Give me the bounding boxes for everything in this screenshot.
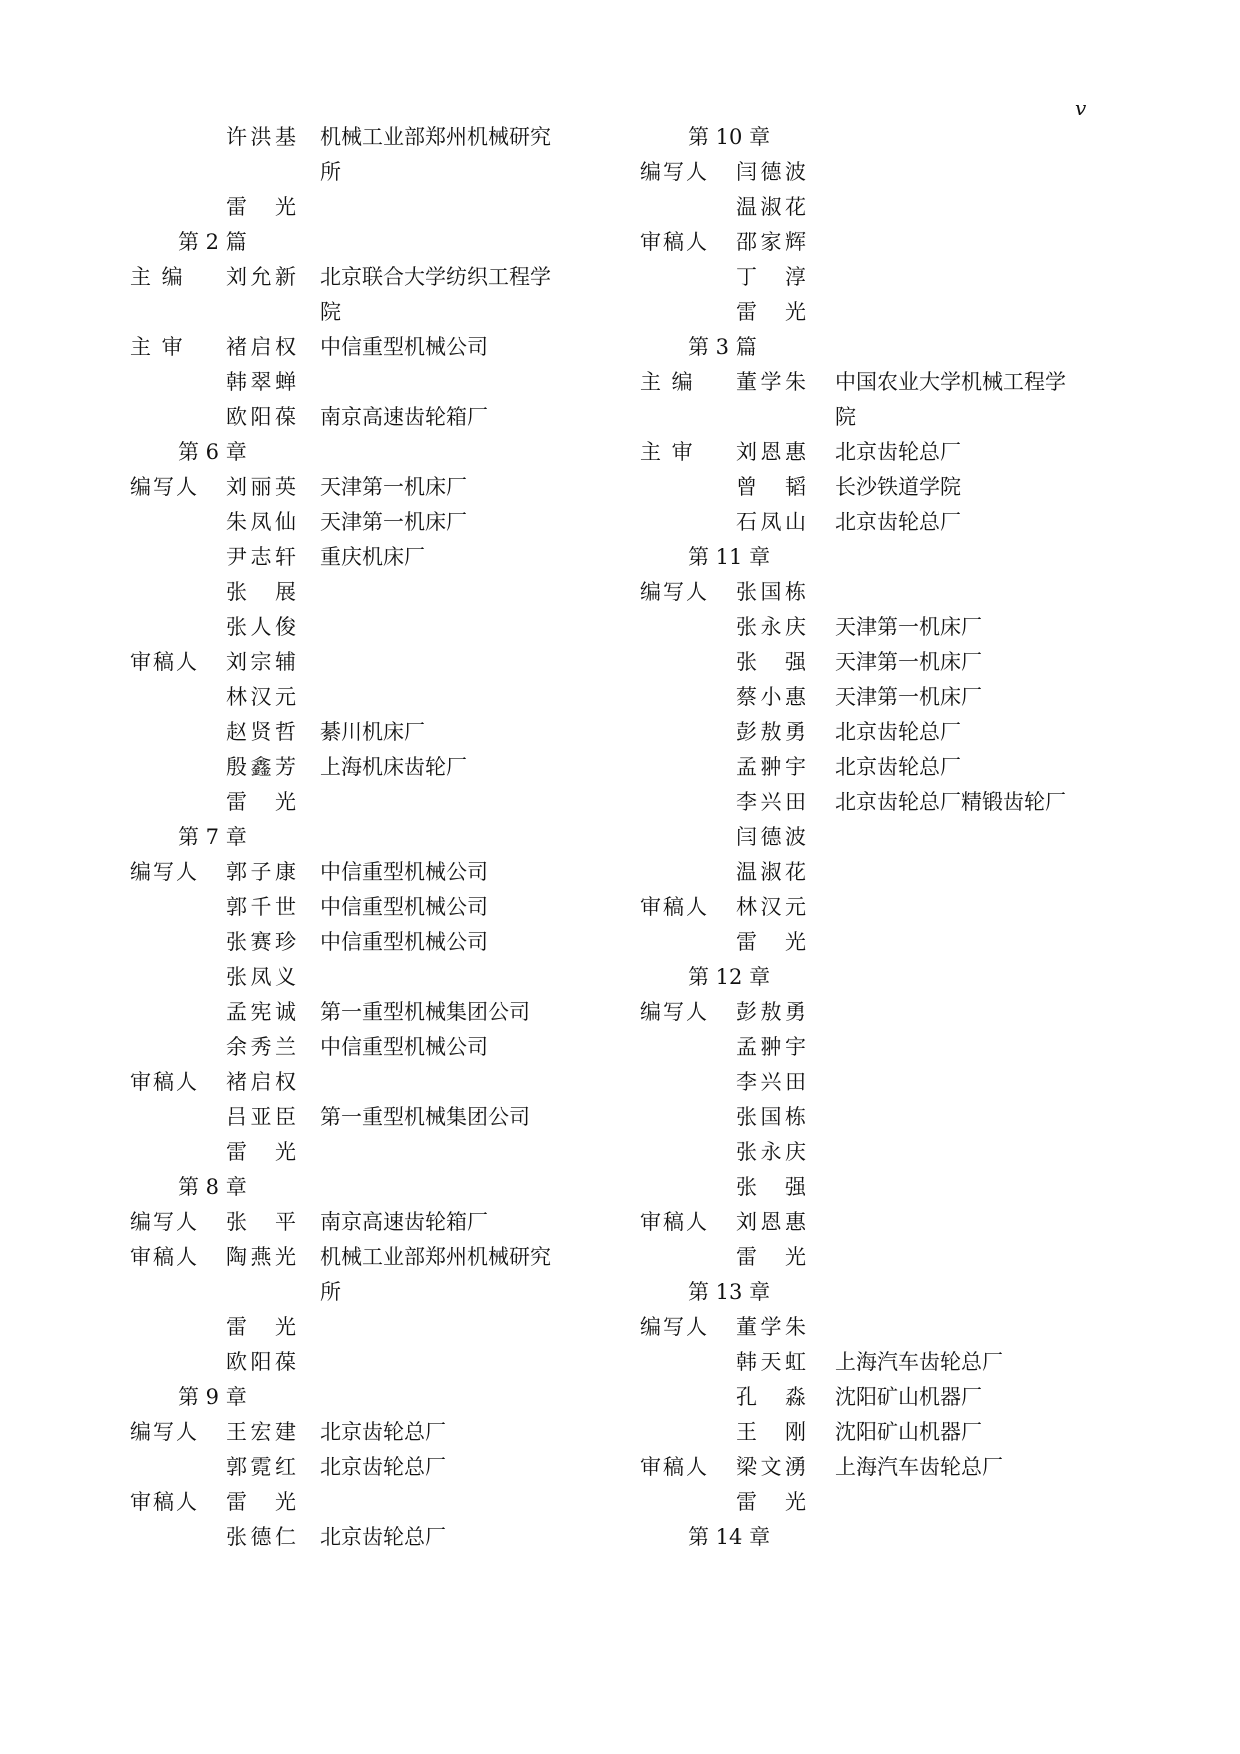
organization: 天津第一机床厂 (320, 475, 467, 499)
section-title: 第 2 篇 (178, 230, 247, 254)
contributor-name: 孟翀宇 (736, 755, 806, 779)
organization: 所 (320, 160, 341, 184)
section-title: 第 12 章 (688, 965, 771, 989)
contributor-name: 温淑花 (736, 195, 806, 219)
contributor-name: 刘丽英 (226, 475, 296, 499)
section-title: 第 6 章 (178, 440, 247, 464)
contributor-entry (130, 330, 600, 365)
contributor-name: 蔡小惠 (736, 685, 806, 709)
contributor-name: 雷 光 (226, 1490, 296, 1514)
organization: 中信重型机械公司 (320, 930, 488, 954)
contributor-name: 李兴田 (736, 790, 806, 814)
contributor-entry (640, 1100, 1120, 1135)
section-title: 第 13 章 (688, 1280, 771, 1304)
contributor-entry (640, 1030, 1120, 1065)
contributor-name: 刘允新 (226, 265, 296, 289)
contributor-entry (130, 855, 600, 890)
contributor-name: 张凤义 (226, 965, 296, 989)
contributor-entry (640, 890, 1120, 925)
section-heading (130, 225, 600, 260)
contributor-name: 韩天虹 (736, 1350, 806, 1374)
contributor-name: 张人俊 (226, 615, 296, 639)
contributor-entry (130, 190, 600, 225)
section-heading (130, 1170, 600, 1205)
contributor-name: 韩翠蝉 (226, 370, 296, 394)
contributor-name: 尹志轩 (226, 545, 296, 569)
section-title: 第 11 章 (688, 545, 771, 569)
contributor-name: 刘宗辅 (226, 650, 296, 674)
section-heading (640, 1520, 1120, 1555)
contributor-entry (640, 505, 1120, 540)
org-continuation (130, 155, 600, 190)
section-heading (640, 540, 1120, 575)
contributor-entry (640, 715, 1120, 750)
contributor-name: 雷 光 (226, 195, 296, 219)
contributor-role: 审稿人 (640, 895, 709, 919)
contributor-role: 主 审 (130, 335, 185, 359)
contributor-name: 王 刚 (736, 1420, 806, 1444)
contributor-entry (130, 995, 600, 1030)
contributor-entry (130, 540, 600, 575)
contributor-name: 孔 淼 (736, 1385, 806, 1409)
contributor-entry (130, 645, 600, 680)
organization: 天津第一机床厂 (320, 510, 467, 534)
contributor-entry (130, 1345, 600, 1380)
organization: 北京齿轮总厂 (320, 1525, 446, 1549)
contributor-entry (130, 925, 600, 960)
contributor-name: 温淑花 (736, 860, 806, 884)
contributor-name: 雷 光 (226, 790, 296, 814)
contributor-entry (640, 1345, 1120, 1380)
contributor-name: 彭敖勇 (736, 1000, 806, 1024)
contributor-name: 张永庆 (736, 615, 806, 639)
contributor-entry (130, 785, 600, 820)
contributor-entry (130, 1415, 600, 1450)
contributor-entry (130, 750, 600, 785)
contributor-entry (130, 1240, 600, 1275)
contributor-entry (130, 1310, 600, 1345)
contributor-role: 编写人 (130, 1420, 199, 1444)
organization: 中信重型机械公司 (320, 895, 488, 919)
contributor-name: 董学朱 (736, 1315, 806, 1339)
contributor-entry (640, 1205, 1120, 1240)
contributor-name: 殷鑫芳 (226, 755, 296, 779)
organization: 上海汽车齿轮总厂 (835, 1350, 1003, 1374)
section-heading (640, 120, 1120, 155)
contributor-name: 许洪基 (226, 125, 296, 149)
contributor-name: 梁文湧 (736, 1455, 806, 1479)
contributor-name: 彭敖勇 (736, 720, 806, 744)
contributor-name: 张 平 (226, 1210, 296, 1234)
contributor-role: 审稿人 (640, 1210, 709, 1234)
section-title: 第 7 章 (178, 825, 247, 849)
organization: 南京高速齿轮箱厂 (320, 1210, 488, 1234)
organization: 第一重型机械集团公司 (320, 1000, 530, 1024)
organization: 院 (835, 405, 856, 429)
organization: 南京高速齿轮箱厂 (320, 405, 488, 429)
contributor-name: 郭子康 (226, 860, 296, 884)
contributor-entry (640, 1380, 1120, 1415)
section-heading (640, 960, 1120, 995)
organization: 天津第一机床厂 (835, 685, 982, 709)
contributor-role: 主 编 (130, 265, 185, 289)
organization: 北京齿轮总厂 (835, 510, 961, 534)
contributor-name: 曾 韬 (736, 475, 806, 499)
organization: 中国农业大学机械工程学 (835, 370, 1066, 394)
contributor-name: 董学朱 (736, 370, 806, 394)
contributor-entry (640, 1415, 1120, 1450)
organization: 天津第一机床厂 (835, 650, 982, 674)
organization: 所 (320, 1280, 341, 1304)
organization: 北京齿轮总厂 (835, 720, 961, 744)
organization: 第一重型机械集团公司 (320, 1105, 530, 1129)
contributor-entry (640, 225, 1120, 260)
contributor-name: 闫德波 (736, 825, 806, 849)
contributor-entry (640, 855, 1120, 890)
contributor-entry (640, 610, 1120, 645)
contributor-entry (640, 365, 1120, 400)
contributor-entry (640, 1450, 1120, 1485)
contributor-entry (640, 645, 1120, 680)
contributor-entry (130, 1030, 600, 1065)
contributor-entry (130, 505, 600, 540)
contributor-name: 褚启权 (226, 335, 296, 359)
section-title: 第 3 篇 (688, 335, 757, 359)
contributor-name: 王宏建 (226, 1420, 296, 1444)
contributor-entry (640, 1240, 1120, 1275)
organization: 北京联合大学纺织工程学 (320, 265, 551, 289)
section-title: 第 8 章 (178, 1175, 247, 1199)
contributor-name: 孟翀宇 (736, 1035, 806, 1059)
contributor-role: 审稿人 (640, 230, 709, 254)
contributor-name: 雷 光 (226, 1140, 296, 1164)
contributor-entry (130, 575, 600, 610)
contributor-entry (130, 680, 600, 715)
contributor-role: 审稿人 (130, 1070, 199, 1094)
contributor-entry (130, 1520, 600, 1555)
contributor-name: 欧阳葆 (226, 405, 296, 429)
contributor-role: 审稿人 (130, 650, 199, 674)
contributor-entry (130, 400, 600, 435)
organization: 长沙铁道学院 (835, 475, 961, 499)
contributor-name: 林汉元 (226, 685, 296, 709)
contributor-entry (640, 470, 1120, 505)
contributor-role: 编写人 (640, 580, 709, 604)
contributor-role: 主 编 (640, 370, 695, 394)
contributor-role: 审稿人 (640, 1455, 709, 1479)
contributor-entry (640, 1065, 1120, 1100)
contributor-name: 张 强 (736, 650, 806, 674)
organization: 綦川机床厂 (320, 720, 425, 744)
contributor-entry (130, 715, 600, 750)
contributor-name: 雷 光 (736, 300, 806, 324)
contributor-name: 张国栋 (736, 580, 806, 604)
organization: 北京齿轮总厂 (835, 755, 961, 779)
contributor-name: 孟宪诚 (226, 1000, 296, 1024)
contributor-entry (130, 1100, 600, 1135)
contributor-entry (640, 1170, 1120, 1205)
contributor-entry (640, 680, 1120, 715)
section-heading (640, 1275, 1120, 1310)
contributor-name: 郭霓红 (226, 1455, 296, 1479)
contributor-entry (640, 995, 1120, 1030)
contributor-entry (640, 785, 1120, 820)
contributor-entry (130, 890, 600, 925)
contributor-role: 编写人 (640, 160, 709, 184)
contributor-entry (130, 1135, 600, 1170)
organization: 机械工业部郑州机械研究 (320, 125, 551, 149)
org-continuation (640, 400, 1120, 435)
organization: 机械工业部郑州机械研究 (320, 1245, 551, 1269)
contributor-name: 欧阳葆 (226, 1350, 296, 1374)
organization: 天津第一机床厂 (835, 615, 982, 639)
contributor-name: 闫德波 (736, 160, 806, 184)
contributor-name: 石凤山 (736, 510, 806, 534)
section-title: 第 10 章 (688, 125, 771, 149)
contributor-role: 审稿人 (130, 1490, 199, 1514)
contributor-name: 张 展 (226, 580, 296, 604)
organization: 北京齿轮总厂 (835, 440, 961, 464)
organization: 院 (320, 300, 341, 324)
contributor-entry (130, 960, 600, 995)
section-title: 第 14 章 (688, 1525, 771, 1549)
organization: 重庆机床厂 (320, 545, 425, 569)
organization: 沈阳矿山机器厂 (835, 1420, 982, 1444)
organization: 中信重型机械公司 (320, 860, 488, 884)
section-title: 第 9 章 (178, 1385, 247, 1409)
organization: 上海机床齿轮厂 (320, 755, 467, 779)
contributor-name: 吕亚臣 (226, 1105, 296, 1129)
contributor-role: 编写人 (130, 1210, 199, 1234)
contributor-entry (130, 1450, 600, 1485)
contributor-entry (130, 365, 600, 400)
section-heading (130, 1380, 600, 1415)
organization: 中信重型机械公司 (320, 1035, 488, 1059)
contributor-entry (640, 260, 1120, 295)
right-column (640, 120, 1120, 1555)
organization: 北京齿轮总厂精锻齿轮厂 (835, 790, 1066, 814)
contributor-role: 审稿人 (130, 1245, 199, 1269)
org-continuation (130, 1275, 600, 1310)
organization: 上海汽车齿轮总厂 (835, 1455, 1003, 1479)
contributor-entry (640, 1485, 1120, 1520)
contributor-entry (640, 1135, 1120, 1170)
contributor-entry (130, 120, 600, 155)
contributor-entry (640, 190, 1120, 225)
contributor-name: 刘恩惠 (736, 440, 806, 464)
contributor-name: 雷 光 (736, 930, 806, 954)
contributor-role: 编写人 (130, 475, 199, 499)
contributor-name: 张国栋 (736, 1105, 806, 1129)
contributor-entry (640, 750, 1120, 785)
contributor-entry (130, 470, 600, 505)
contributor-entry (640, 820, 1120, 855)
organization: 北京齿轮总厂 (320, 1420, 446, 1444)
contributor-role: 主 审 (640, 440, 695, 464)
contributor-entry (130, 260, 600, 295)
contributor-name: 刘恩惠 (736, 1210, 806, 1234)
section-heading (130, 435, 600, 470)
contributor-entry (640, 575, 1120, 610)
contributor-entry (130, 1205, 600, 1240)
contributor-name: 张德仁 (226, 1525, 296, 1549)
contributor-name: 褚启权 (226, 1070, 296, 1094)
contributor-entry (130, 1065, 600, 1100)
contributor-entry (640, 155, 1120, 190)
contributor-name: 雷 光 (736, 1490, 806, 1514)
contributor-name: 郭千世 (226, 895, 296, 919)
contributor-entry (640, 435, 1120, 470)
contributor-name: 丁 淳 (736, 265, 806, 289)
contributor-entry (640, 295, 1120, 330)
section-heading (640, 330, 1120, 365)
contributor-entry (130, 610, 600, 645)
contributor-name: 邵家辉 (736, 230, 806, 254)
contributor-name: 雷 光 (736, 1245, 806, 1269)
contributor-name: 张赛珍 (226, 930, 296, 954)
organization: 北京齿轮总厂 (320, 1455, 446, 1479)
contributor-name: 张永庆 (736, 1140, 806, 1164)
contributor-role: 编写人 (640, 1000, 709, 1024)
organization: 中信重型机械公司 (320, 335, 488, 359)
contributor-name: 林汉元 (736, 895, 806, 919)
contributor-role: 编写人 (130, 860, 199, 884)
contributor-name: 雷 光 (226, 1315, 296, 1339)
contributor-name: 陶燕光 (226, 1245, 296, 1269)
org-continuation (130, 295, 600, 330)
contributor-entry (130, 1485, 600, 1520)
contributor-role: 编写人 (640, 1315, 709, 1339)
organization: 沈阳矿山机器厂 (835, 1385, 982, 1409)
page-number: v (1075, 96, 1087, 120)
section-heading (130, 820, 600, 855)
contributor-name: 朱凤仙 (226, 510, 296, 534)
contributor-name: 李兴田 (736, 1070, 806, 1094)
contributor-name: 余秀兰 (226, 1035, 296, 1059)
contributor-entry (640, 1310, 1120, 1345)
contributor-entry (640, 925, 1120, 960)
contributor-name: 赵贤哲 (226, 720, 296, 744)
contributor-name: 张 强 (736, 1175, 806, 1199)
left-column (130, 120, 600, 1555)
